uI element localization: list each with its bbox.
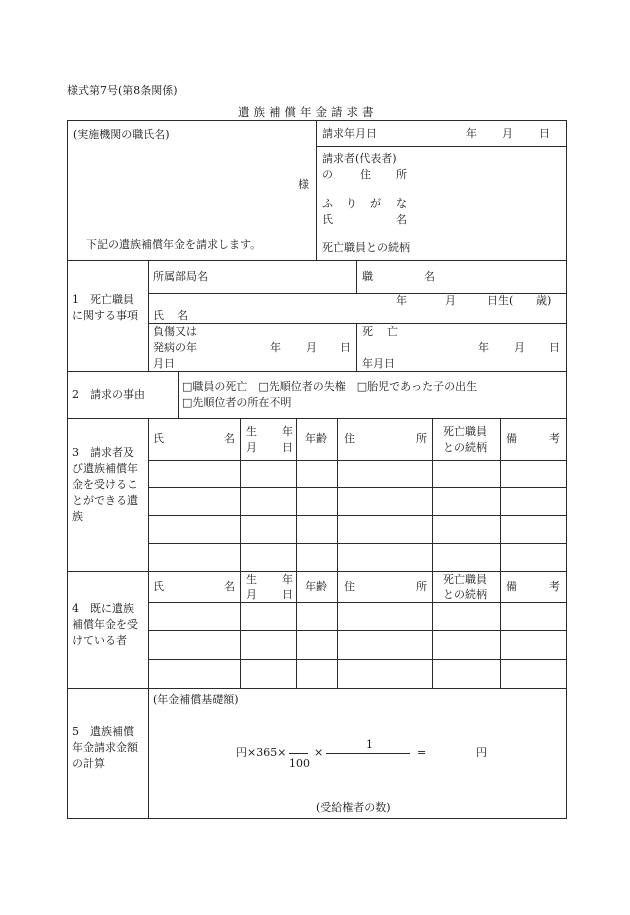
s4-header-name-1: 氏: [153, 580, 164, 593]
address-label-3: 所: [396, 168, 407, 181]
section-2-label: 2 請求の事由: [72, 388, 145, 401]
death-year-label: 年: [478, 341, 489, 354]
s3-header-name-2: 名: [224, 432, 235, 445]
s3-header-birth-3: 月: [246, 441, 257, 454]
s3-header-name-1: 氏: [153, 432, 164, 445]
formula-left: 円×365×: [236, 746, 287, 759]
fraction-bar-100: [289, 753, 308, 754]
s4-header-relation-1: 死亡職員: [443, 573, 487, 586]
request-statement: 下記の遺族補償年金を請求します。: [86, 238, 262, 251]
furigana-1: ふ: [322, 197, 333, 210]
date-day-label: 日: [539, 127, 550, 140]
address-label-1: の: [322, 168, 333, 181]
s4-header-birth-3: 月: [246, 588, 257, 601]
s3-header-birth-4: 日: [282, 441, 293, 454]
death-label-3: 年月日: [362, 357, 395, 370]
position-label-1: 職: [362, 270, 373, 283]
death-day-label: 日: [549, 341, 560, 354]
page-title: 遺族補償年金請求書: [238, 105, 378, 119]
s3-header-remarks-1: 備: [506, 432, 517, 445]
s4-header-remarks-1: 備: [506, 580, 517, 593]
s3-header-relation-1: 死亡職員: [443, 425, 487, 438]
birth-year-label: 年: [396, 294, 407, 307]
form-label: 様式第7号(第8条関係): [67, 84, 178, 97]
injury-year-label: 年: [270, 341, 281, 354]
s4-header-remarks-2: 考: [549, 580, 560, 593]
requester-label: 請求者(代表者): [322, 152, 397, 165]
s3-header-relation-2: との続柄: [443, 441, 487, 454]
formula-numerator: 1: [366, 738, 373, 751]
institution-label: (実施機関の職氏名): [73, 128, 170, 141]
s3-header-address-1: 住: [344, 432, 355, 445]
section-1-label: 1 死亡職員に関する事項: [72, 293, 138, 322]
denominator-100: 100: [289, 757, 310, 770]
death-label-1: 死: [362, 325, 373, 338]
s4-header-birth-1: 生: [246, 573, 257, 586]
furigana-2: り: [346, 197, 357, 210]
reason-options-row-1[interactable]: □職員の死亡 □先順位者の失権 □胎児であった子の出生: [182, 380, 478, 393]
furigana-4: な: [396, 197, 407, 210]
sama-label: 様: [298, 178, 309, 191]
beneficiaries-label: (受給権者の数): [316, 801, 391, 814]
formula-equals: =: [417, 746, 427, 759]
s3-header-birth-2: 年: [282, 425, 293, 438]
requester-name-1: 氏: [322, 213, 333, 226]
position-label-2: 名: [424, 270, 435, 283]
birth-month-label: 月: [445, 294, 456, 307]
deceased-name-2: 名: [177, 309, 188, 322]
relation-label: 死亡職員との続柄: [322, 241, 410, 254]
section-4-label: 4 既に遺族補償年金を受けている者: [72, 602, 138, 647]
section-5-label: 5 遺族補償年金請求金額の計算: [72, 725, 138, 770]
address-label-2: 住: [360, 168, 371, 181]
date-month-label: 月: [502, 127, 513, 140]
s4-header-address-1: 住: [344, 580, 355, 593]
formula-yen: 円: [476, 746, 487, 759]
requester-name-2: 名: [396, 213, 407, 226]
dept-label: 所属部局名: [153, 270, 208, 283]
s3-header-birth-1: 生: [246, 425, 257, 438]
birth-age-label: 歳): [536, 294, 552, 307]
deceased-name-1: 氏: [153, 309, 164, 322]
s4-header-name-2: 名: [224, 580, 235, 593]
injury-label-1: 負傷又は: [153, 325, 197, 338]
s4-header-birth-2: 年: [282, 573, 293, 586]
s3-header-address-2: 所: [416, 432, 427, 445]
s4-header-relation-2: との続柄: [443, 588, 487, 601]
date-year-label: 年: [466, 127, 477, 140]
s3-header-age: 年齢: [305, 432, 327, 445]
s4-header-birth-4: 日: [282, 588, 293, 601]
fraction-bar-main: [326, 753, 410, 754]
injury-month-label: 月: [306, 341, 317, 354]
furigana-3: が: [370, 197, 381, 210]
s3-header-remarks-2: 考: [549, 432, 560, 445]
s4-header-address-2: 所: [416, 580, 427, 593]
s4-header-age: 年齢: [305, 580, 327, 593]
injury-label-2: 発病の年: [153, 341, 197, 354]
date-label[interactable]: 請求年月日: [322, 127, 377, 140]
base-amount-label: (年金補償基礎額): [153, 693, 239, 706]
injury-label-3: 月日: [153, 357, 175, 370]
injury-day-label: 日: [340, 341, 351, 354]
birth-day-label: 日生(: [487, 294, 514, 307]
formula-times: ×: [314, 746, 324, 759]
death-label-2: 亡: [387, 325, 398, 338]
death-month-label: 月: [514, 341, 525, 354]
section-3-label: 3 請求者及び遺族補償年金を受けることができる遺族: [72, 446, 138, 523]
reason-options-row-2[interactable]: □先順位者の所在不明: [182, 396, 292, 409]
